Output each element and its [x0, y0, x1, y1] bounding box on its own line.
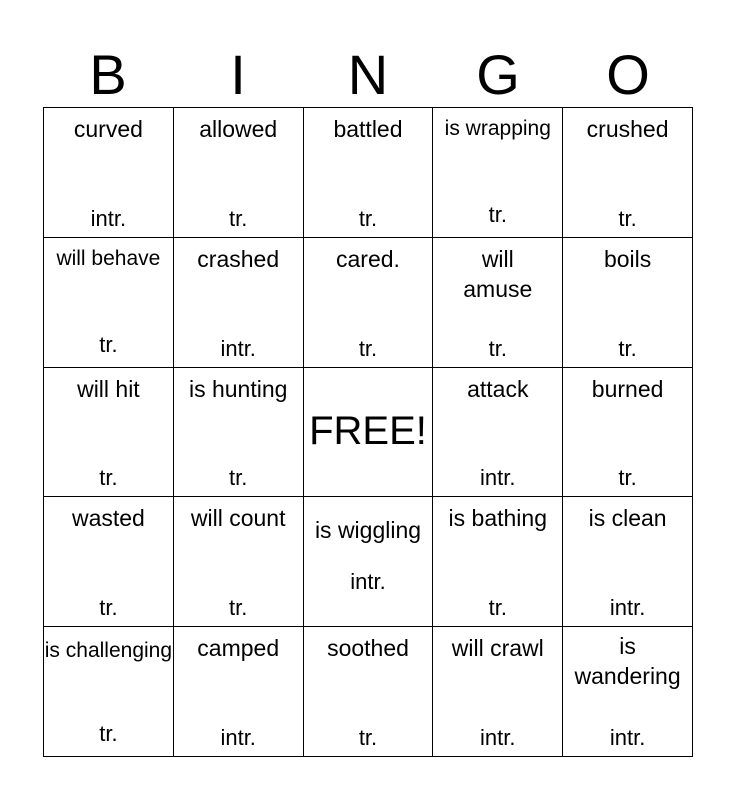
bingo-cell [433, 368, 563, 498]
header-letter-i: I [230, 43, 246, 106]
cell-word: will hit [77, 375, 140, 402]
bingo-cell [44, 108, 174, 238]
cell-word: burned [591, 375, 664, 402]
cell-word: will amuse [463, 245, 533, 302]
bingo-cell [174, 238, 304, 368]
cell-word: is clean [588, 505, 667, 532]
bingo-board [43, 107, 693, 757]
bingo-cell [563, 368, 693, 498]
cell-word: battled [333, 116, 403, 142]
bingo-cell [304, 108, 434, 238]
header-letter-b: B [89, 43, 127, 106]
cell-verb-type: tr. [99, 595, 118, 621]
cell-word: is bathing [448, 505, 548, 532]
cell-verb-type: intr. [480, 725, 516, 750]
bingo-cell [44, 368, 174, 498]
bingo-cell [304, 238, 434, 368]
cell-verb-type: intr. [609, 725, 646, 750]
cell-verb-type: intr. [220, 725, 256, 750]
bingo-cell [563, 108, 693, 238]
cell-verb-type: tr. [618, 205, 637, 231]
cell-word: is wrapping [444, 117, 551, 140]
bingo-cell [44, 497, 174, 627]
bingo-cell [304, 497, 434, 627]
bingo-cell [563, 627, 693, 757]
cell-verb-type: intr. [609, 595, 646, 621]
bingo-cell [174, 497, 304, 627]
cell-word: crashed [197, 245, 280, 272]
cell-word: camped [197, 635, 280, 662]
cell-word: is wandering [574, 633, 681, 690]
bingo-cell [304, 627, 434, 757]
bingo-cell [433, 238, 563, 368]
cell-verb-type: tr. [99, 721, 118, 746]
bingo-cell [44, 627, 174, 757]
cell-word: will behave [56, 246, 161, 270]
cell-word: is challenging [44, 639, 173, 663]
cell-word: is wiggling [314, 517, 422, 544]
cell-verb-type: tr. [618, 335, 637, 361]
cell-verb-type: tr. [358, 725, 378, 750]
cell-word: wasted [71, 505, 145, 532]
header-letter-n: N [347, 43, 389, 106]
header-letter-g: G [476, 43, 520, 106]
cell-word: soothed [327, 635, 409, 662]
bingo-cell [433, 497, 563, 627]
cell-verb-type: tr. [99, 465, 118, 491]
bingo-cell [433, 108, 563, 238]
cell-word: will crawl [451, 635, 544, 662]
cell-verb-type: tr. [358, 335, 378, 361]
bingo-cell [174, 108, 304, 238]
free-space-cell [304, 368, 434, 498]
cell-verb-type: intr. [90, 205, 127, 231]
bingo-cell [563, 238, 693, 368]
bingo-cell [174, 368, 304, 498]
bingo-cell [44, 238, 174, 368]
cell-verb-type: tr. [99, 331, 118, 357]
bingo-cell [433, 627, 563, 757]
bingo-header [43, 40, 693, 110]
cell-word: is hunting [188, 375, 288, 402]
cell-verb-type: tr. [488, 595, 507, 621]
bingo-cell [563, 497, 693, 627]
cell-word: boils [603, 245, 652, 272]
cell-verb-type: intr. [480, 465, 516, 491]
cell-verb-type: tr. [618, 465, 637, 491]
cell-verb-type: intr. [220, 335, 256, 361]
cell-word: curved [73, 116, 143, 142]
cell-word: cared. [336, 245, 400, 272]
cell-word: allowed [199, 116, 278, 142]
cell-verb-type: tr. [229, 465, 248, 491]
cell-verb-type: intr. [350, 569, 386, 595]
cell-verb-type: tr. [229, 595, 248, 621]
free-space-label: FREE! [309, 409, 427, 454]
cell-word: attack [467, 375, 529, 402]
cell-verb-type: tr. [358, 205, 378, 231]
cell-verb-type: tr. [229, 205, 248, 231]
header-letter-o: O [606, 43, 650, 106]
bingo-cell [174, 627, 304, 757]
cell-word: crushed [586, 116, 669, 142]
cell-verb-type: tr. [488, 201, 507, 227]
cell-verb-type: tr. [488, 335, 507, 361]
cell-word: will count [190, 505, 286, 532]
